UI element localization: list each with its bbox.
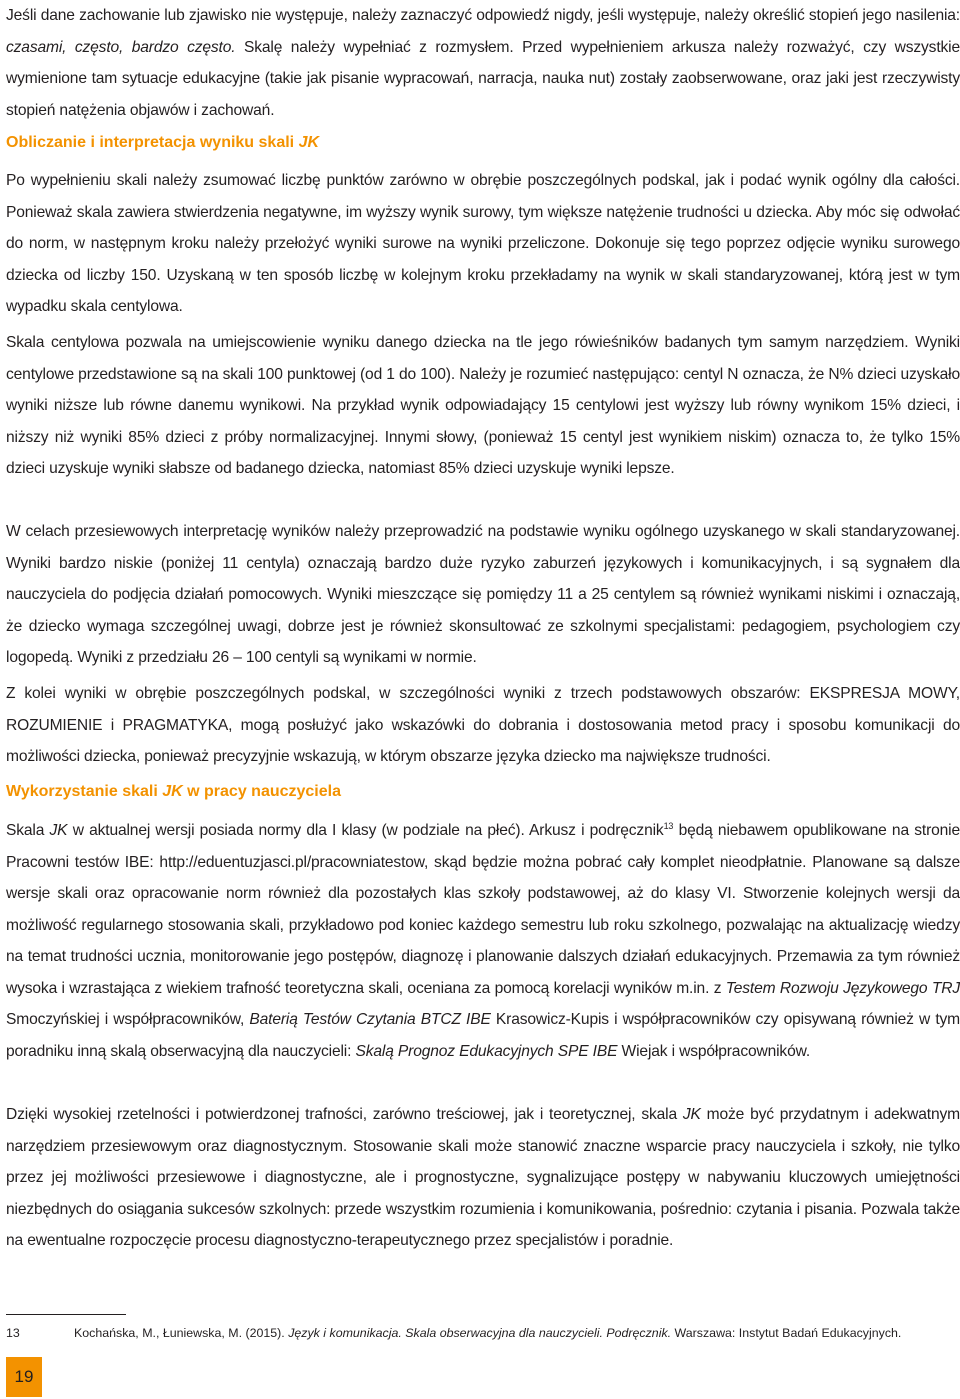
text-run: w aktualnej wersji posiada normy dla I klasy (w podziale na płeć). Arkusz i podręcznik <box>67 822 664 839</box>
text-run: może być przydatnym i adekwatnym narzędziem przesiewowym oraz diagnostycznym. Stosowanie skali może stanowić znaczne wsparcie pracy nauczyciela i szkoły, nie tylko przez jej możliwości przesiewowe i diagnostyczne, ale i prognostyczne, sygnalizujące postępy w nabywaniu kluczowych umiejętności niezbędnych do osiągania sukcesów szkolnych: przede wszystkim rozumienia i komunikowania, pośrednio: czytania i pisania. Pozwala także na ewentualne rozpoczęcie procesu diagnostyczno-terapeutycznego przez specjalistów i poradnie. <box>6 1106 960 1249</box>
text-run-italic: Skalą Prognoz Edukacyjnych SPE IBE <box>355 1042 618 1060</box>
paragraph-screening: W celach przesiewowych interpretację wyników należy przeprowadzić na podstawie wyniku ogólnego uzyskanego w skali standaryzowanej. Wyniki bardzo niskie (poniżej 11 centyla) oznaczają bardzo duże ryzyko zaburzeń językowych i komunikacyjnych, i są sygnałem dla nauczyciela do podjęcia działań pomocowych. Wyniki mieszczące się pomiędzy 11 a 25 centylem są również wynikami niskimi i oznaczają, że dziecko wymaga szczególnej uwagi, dobrze jest je również skonsultować ze szkolnymi specjalistami: pedagogiem, psychologiem czy logopedą. Wyniki z przedziału 26 – 100 centyli są wynikami w normie. <box>6 523 960 666</box>
page-number: 19 <box>6 1357 42 1397</box>
paragraph-reliability <box>6 1099 960 1257</box>
text-run-italic: czasami, często, bardzo często. <box>6 38 236 56</box>
heading-text-italic: JK <box>162 783 183 800</box>
text-run: Dzięki wysokiej rzetelności i potwierdzonej trafności, zarówno treściowej, jak i teoretycznej, skala <box>6 1106 683 1123</box>
text-run: Jeśli dane zachowanie lub zjawisko nie występuje, należy zaznaczyć odpowiedź nigdy, jeśli występuje, należy określić stopień jego nasilenia: <box>6 7 960 24</box>
heading-text: w pracy nauczyciela <box>182 783 341 800</box>
footnote-number: 13 <box>6 1326 20 1340</box>
footnote-text: Kochańska, M., Łuniewska, M. (2015). <box>74 1326 289 1340</box>
text-run: Wiejak i współpracowników. <box>617 1042 811 1060</box>
paragraph-usage <box>6 815 960 1067</box>
section-heading-scoring <box>6 127 319 159</box>
footnote-text: Warszawa: Instytut Badań Edukacyjnych. <box>671 1326 902 1340</box>
text-run: Krasowicz-Kupis i współpracowników czy opisywaną również w tym poradniku inną skalą obserwacyjną dla nauczycieli: <box>6 1011 960 1060</box>
paragraph-percentile: Skala centylowa pozwala na umiejscowienie wyniku danego dziecka na tle jego rówieśników badanych tym samym narzędziem. Wyniki centylowe przedstawione są na skali 100 punktowej (od 1 do 100). Należy je rozumieć następująco: centyl N oznacza, że N% dzieci uzyskało wyniki niższe lub równe danemu wynikowi. Na przykład wynik odpowiadający 15 centylowi jest wyższy lub równy wynikom 15% dzieci, i niższy niż wyniki 85% dzieci z próby normalizacyjnej. Innymi słowy, (ponieważ 15 centyl jest wynikiem niskim) oznacza to, że tylko 15% dzieci uzyskuje wyniki słabsze od badanego dziecka, natomiast 85% dzieci uzyskuje wyniki lepsze. <box>6 334 960 477</box>
heading-text: Obliczanie i interpretacja wyniku skali <box>6 134 299 151</box>
paragraph-scoring: Po wypełnieniu skali należy zsumować liczbę punktów zarówno w obrębie poszczególnych podskal, jak i podać wynik ogólny dla całości. Ponieważ skala zawiera stwierdzenia negatywne, im wyższy wynik surowy, tym większe natężenie trudności u dziecka. Aby móc się odwołać do norm, w następnym kroku należy przełożyć wyniki surowe na wyniki przeliczone. Dokonuje się tego poprzez odjęcie wyniku surowego dziecka od liczby 150. Uzyskaną w ten sposób liczbę w kolejnym kroku przekładamy na wynik w skali standaryzowanej, którą jest w tym wypadku skala centylowa. <box>6 172 960 315</box>
text-run: Skala <box>6 822 50 839</box>
text-run: będą niebawem opublikowane na stronie Pracowni testów IBE: http://eduentuzjasci.pl/pracowniatestow, skąd będzie można pobrać cały komplet nieodpłatnie. Planowane są dalsze wersje skali oraz opracowanie norm również dla pozostałych klas szkoły podstawowej, aż do klasy VI. Stworzenie kolejnych wersji da możliwość regularnego stosowania skali, przykładowo pod koniec każdego semestru lub roku szkolnego, pozwalając na aktualizację wiedzy na temat trudności ucznia, monitorowanie jego postępów, diagnozę i planowanie dalszych działań edukacyjnych. Przemawia za tym również wysoka i wzrastająca z wiekiem trafność teoretyczna skali, oceniana za pomocą korelacji wyników m.in. z <box>6 822 960 997</box>
text-run: Smoczyńskiej i współpracowników, <box>6 1011 250 1028</box>
paragraph-subscales: Z kolei wyniki w obrębie poszczególnych podskal, w szczególności wyniki z trzech podstawowych obszarów: EKSPRESJA MOWY, ROZUMIENIE i PRAGMATYKA, mogą posłużyć jako wskazówki do dobrania i dostosowania metod pracy i sposobu komunikacji do możliwości dziecka, ponieważ precyzyjnie wskazują, w którym obszarze języka dziecko ma największe trudności. <box>6 685 960 765</box>
heading-text-italic: JK <box>298 134 320 151</box>
text-run-italic: Baterią Testów Czytania BTCZ IBE <box>249 1011 491 1028</box>
footnote-divider <box>6 1314 126 1315</box>
text-run-italic: JK <box>49 822 68 839</box>
heading-text: Wykorzystanie skali <box>6 783 163 800</box>
text-run-italic: Testem Rozwoju Językowego TRJ <box>725 979 960 997</box>
footnote-text-italic: Język i komunikacja. Skala obserwacyjna dla nauczycieli. Podręcznik. <box>288 1326 672 1340</box>
text-run: Skalę należy wypełniać z rozmysłem. Przed wypełnieniem arkusza należy rozważyć, czy wszystkie wymienione tam sytuacje edukacyjne (takie jak pisanie wypracowań, narracja, nauka nut) zostały zaobserwowane, oraz jaki jest rzeczywisty stopień natężenia objawów i zachowań. <box>6 38 960 119</box>
footnote-ref[interactable]: 13 <box>663 821 674 831</box>
text-run-italic: JK <box>682 1106 701 1123</box>
footnote <box>6 1324 960 1342</box>
section-heading-usage <box>6 776 341 808</box>
paragraph-instructions <box>6 0 960 126</box>
